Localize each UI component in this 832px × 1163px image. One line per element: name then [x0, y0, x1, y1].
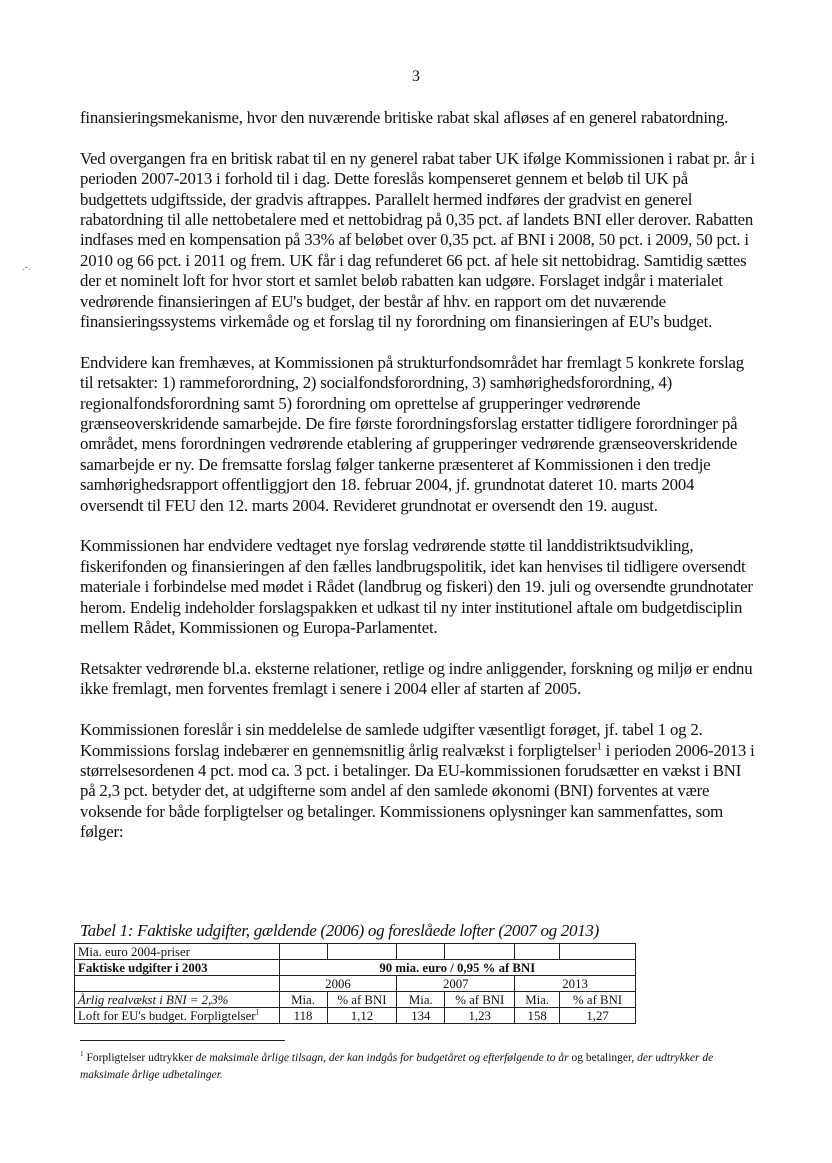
paragraph-6-part-b: i perioden 2006-2013 i størrelsesordenen 4 pct. mod ca. 3 pct. i betalinger. Da EU-kommissionen forudsætter en vækst i BNI på 2,3 pct. betyder det, at udgifterne som andel af den samlede økonomi (BNI) forventes at være voksende for både forpligtelser og betalinger. Kommissionens oplysninger kan sammenfattes, som følger:	[80, 740, 755, 842]
footnote-mark: 1	[80, 1050, 84, 1059]
table-cell: 118	[279, 1008, 327, 1024]
row-label-text: Loft for EU's budget. Forpligtelser	[78, 1008, 256, 1023]
paragraph-6-part-a: Kommissionen foreslår i sin meddelelse de samlede udgifter væsentligt forøget, jf. tabel 1 og 2. Kommissions forslag indebærer en gennemsnitlig årlig realvækst i forpligtelser	[80, 720, 703, 760]
paragraph-3: Endvidere kan fremhæves, at Kommissionen på strukturfondsområdet har fremlagt 5 konkrete forslag til retsakter: 1) rammeforordning, 2) socialfondsforordning, 3) samhørighedsforordning, 4) regionalfondsforordning samt 5) forordning om oprettelse af grupperinger vedrørende grænseoverskridende samarbejde. De fire første forordningsforslag erstatter tidligere forordninger på området, mens forordningen vedrørende etablering af grupperinger vedrørende grænseoverskridende samarbejde er ny. De fremsatte forslag følger tankerne præsenteret af Kommissionen i den tredje samhørighedsrapport offentliggjort den 18. februar 2004, jf. grundnotat dateret 10. marts 2004 oversendt til FEU den 12. marts 2004. Revideret grundnotat er oversendt den 19. august.	[80, 352, 744, 515]
body-text	[80, 108, 756, 863]
year-header: 2007	[397, 976, 515, 992]
table-row	[75, 944, 636, 960]
table-cell: 1,12	[327, 1008, 397, 1024]
footnote	[80, 1050, 750, 1084]
column-header: % af BNI	[445, 992, 515, 1008]
table-cell: 1,27	[560, 1008, 636, 1024]
footnote-text-d: der udtrykker de maksimale årlige udbetalinger.	[80, 1052, 714, 1081]
table-caption: Tabel 1: Faktiske udgifter, gældende (2006) og foreslåede lofter (2007 og 2013)	[80, 921, 599, 940]
paragraph-6	[80, 720, 756, 842]
table-row	[75, 960, 636, 976]
unit-label: Mia. euro 2004-priser	[75, 944, 280, 960]
margin-mark: .-.	[22, 262, 31, 273]
column-header: % af BNI	[560, 992, 636, 1008]
column-header: Mia.	[515, 992, 560, 1008]
paragraph-5: Retsakter vedrørende bl.a. eksterne relationer, retlige og indre anliggender, forskning og miljø er endnu ikke fremlagt, men forventes fremlagt i senere i 2004 eller af starten af 2005.	[80, 658, 753, 699]
table-row	[75, 976, 636, 992]
actual-label: Faktiske udgifter i 2003	[75, 960, 280, 976]
table-cell: 134	[397, 1008, 445, 1024]
year-header: 2006	[279, 976, 397, 992]
footnote-text-c: og betalinger,	[568, 1052, 638, 1064]
table-cell: 1,23	[445, 1008, 515, 1024]
table-row	[75, 1008, 636, 1024]
paragraph-1: finansieringsmekanisme, hvor den nuværende britiske rabat skal afløses af en generel rabatordning.	[80, 108, 729, 127]
paragraph-2: Ved overgangen fra en britisk rabat til en ny generel rabat taber UK ifølge Kommissionen i rabat pr. år i perioden 2007-2013 i forhold til i dag. Dette foreslås kompenseret gennem et beløb til UK på budgettets udgiftsside, der gradvis aftrappes. Parallelt hermed indføres der gradvist en generel rabatordning til alle nettobetalere med et nettobidrag på 0,35 pct. af landets BNI eller derover. Rabatten indfases med en kompensation på 33% af beløbet over 0,35 pct. af BNI i 2008, 50 pct. i 2009, 50 pct. i 2010 og 66 pct. i 2011 og frem. UK får i dag refunderet 66 pct. af hele sit nettobidrag. Samtidig sættes der et nominelt loft for hvor stort et samlet beløb rabatten kan udgøre. Forslaget indgår i materialet vedrørende finansieringen af EU's budget, der består af hhv. en rapport om det nuværende finansieringssystems virkemåde og et forslag til ny forordning om finansieringen af EU's budget.	[80, 148, 755, 332]
footnote-ref: 1	[596, 740, 602, 752]
footnote-text-b: de maksimale årlige tilsagn, der kan indgås for budgetåret og efterfølgende to år	[195, 1052, 569, 1064]
year-header: 2013	[515, 976, 636, 992]
column-header: Mia.	[279, 992, 327, 1008]
page-number: 3	[412, 68, 420, 85]
expenditure-table	[74, 943, 636, 1024]
growth-label: Årlig realvækst i BNI = 2,3%	[75, 992, 280, 1008]
paragraph-4: Kommissionen har endvidere vedtaget nye forslag vedrørende støtte til landdistriktsudvikling, fiskerifonden og finansieringen af den fælles landbrugspolitik, idet kan henvises til tidligere oversendt materiale i forbindelse med mødet i Rådet (landbrug og fiskeri) den 19. juli og oversendte grundnotater herom. Endelig indeholder forslagspakken et udkast til ny inter institutionel aftale om budgetdisciplin mellem Rådet, Kommissionen og Europa-Parlamentet.	[80, 536, 753, 638]
column-header: Mia.	[397, 992, 445, 1008]
table-cell: 158	[515, 1008, 560, 1024]
footnote-divider	[80, 1040, 285, 1041]
footnote-text-a: Forpligtelser udtrykker	[83, 1052, 196, 1064]
column-header: % af BNI	[327, 992, 397, 1008]
row-label	[75, 1008, 280, 1024]
actual-value: 90 mia. euro / 0,95 % af BNI	[279, 960, 635, 976]
table-row	[75, 992, 636, 1008]
row-footnote-ref: 1	[255, 1007, 260, 1017]
